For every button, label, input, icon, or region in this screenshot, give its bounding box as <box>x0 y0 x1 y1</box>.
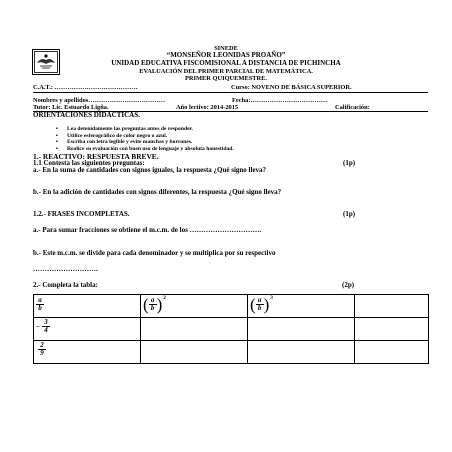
cat-label: C.A.T.: ………………………………… <box>33 84 138 91</box>
question-1-2-a: a.- Para sumar fracciones se obtiene el m.c.m. de los …………………………. <box>33 226 262 234</box>
table-row <box>34 295 429 318</box>
term-title: PRIMER QUIQUEMESTRE. <box>184 75 268 82</box>
table-cell-answer[interactable] <box>248 341 355 364</box>
table-cell <box>34 318 141 341</box>
table-row <box>34 341 429 364</box>
fraction-a-over-b: $\frac{a}{b}$ <box>36 297 44 312</box>
patron-name: “MONSEÑOR LEONIDAS PROAÑO” <box>166 51 286 59</box>
orientations-list <box>56 126 234 152</box>
question-1-2-b-blank: ………………………. <box>33 265 98 273</box>
table-cell-answer[interactable] <box>248 318 355 341</box>
table-cell <box>141 295 248 318</box>
fraction-table <box>33 294 429 364</box>
orientation-item: ▪ Escriba con letra legible y evite manchas y borrones. <box>56 139 234 146</box>
fraction-cubed: ( $\frac{a}{b}$ ) $^3$ <box>250 295 273 314</box>
exam-title: EVALUACIÓN DEL PRIMER PARCIAL DE MATEMÁTICA. <box>139 68 313 75</box>
course-label: Curso: NOVENO DE BÁSICA SUPERIOR. <box>231 84 352 91</box>
section12-title: 1.2.- FRASES INCOMPLETAS. <box>33 210 130 218</box>
fraction-minus-three-fourths: − $\frac{3}{4}$ <box>36 319 50 334</box>
orientation-item: ▪ Lea detenidamente las preguntas antes de responder. <box>56 126 234 133</box>
question-1-1: 1.1 Contesta las siguientes preguntas: <box>33 159 145 167</box>
section12-points: (1p) <box>343 210 356 218</box>
section1-title: 1.- REACTIVO: RESPUESTA BREVE. <box>33 152 159 161</box>
section2-title: 2.- Completa la tabla: <box>33 281 98 289</box>
grade-label: Calificación: <box>335 104 370 111</box>
table-cell <box>34 341 141 364</box>
table-cell <box>34 295 141 318</box>
date-field: Fecha:……………………………… <box>232 97 328 104</box>
school-name: UNIDAD EDUCATIVA FISCOMISIONAL A DISTANCIA DE PICHINCHA <box>111 59 341 67</box>
table-cell <box>355 341 429 364</box>
question-1-1-a: a.- En la suma de cantidades con signos iguales, la respuesta ¿Qué signo lleva? <box>33 166 267 174</box>
fraction-squared: ( $\frac{a}{b}$ ) $^2$ <box>143 295 166 314</box>
question-1-2-b: b.- Este m.c.m. se divide para cada denominador y se multiplica por su respectivo <box>33 249 276 257</box>
info-divider <box>33 111 428 112</box>
question-1-1-b: b.- En la adición de cantidades con signos diferentes, la respuesta ¿Qué signo lleva? <box>33 188 282 196</box>
table-cell-answer[interactable] <box>141 318 248 341</box>
tutor-label: Tutor: Lic. Estuardo Ligña. <box>33 104 109 111</box>
orientation-item: ▪ Utilice esferográfico de color negro o azul. <box>56 133 234 140</box>
section2-points: (2p) <box>342 281 355 289</box>
orientations-title: ORIENTACIONES DIDACTICAS. <box>33 111 140 119</box>
fraction-two-ninths: $\frac{2}{9}$ <box>36 342 46 357</box>
org-name: SINEDE <box>214 45 238 52</box>
table-row <box>34 318 429 341</box>
table-cell <box>355 295 429 318</box>
names-field: Nombres y apellidos……………………………… <box>33 97 165 104</box>
table-cell-answer[interactable] <box>141 341 248 364</box>
orientation-item: ▪ Realice su evaluación con buen uso de lenguaje y absoluta honestidad. <box>56 146 234 153</box>
school-year: Año lectivo: 2014-2015 <box>176 104 239 111</box>
header-divider <box>33 92 428 93</box>
question-1-1-points: (1p) <box>343 159 356 167</box>
table-cell <box>248 295 355 318</box>
table-cell <box>355 318 429 341</box>
